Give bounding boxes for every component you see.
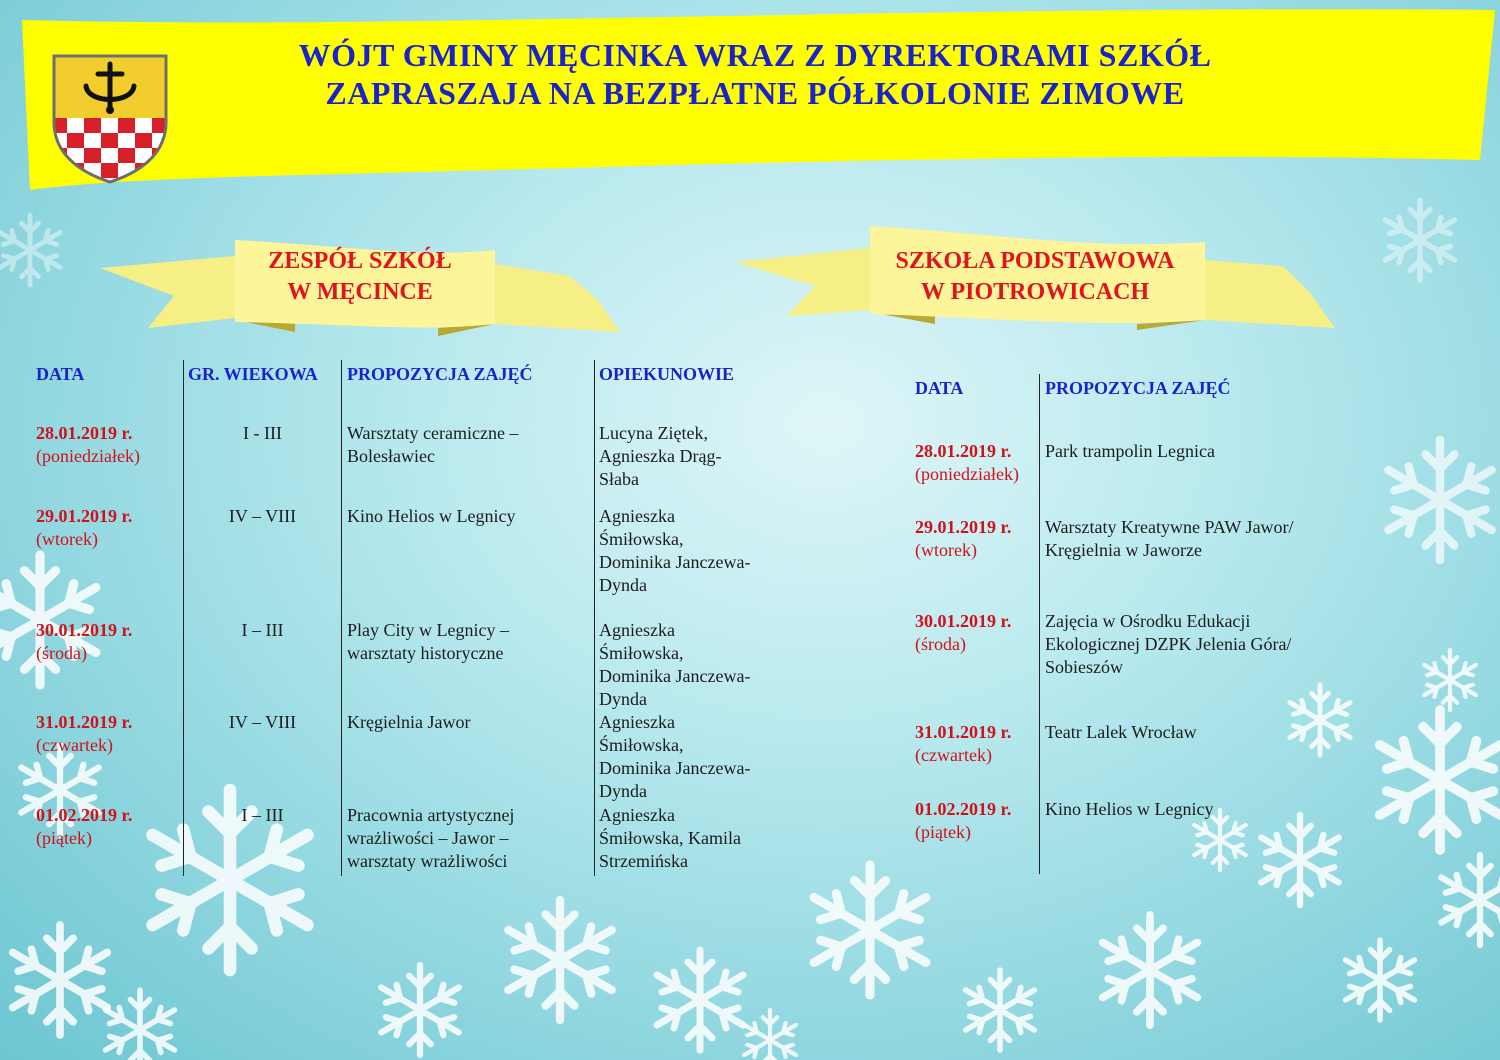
school2-name xyxy=(855,246,1215,308)
activity-line: Warsztaty ceramiczne – xyxy=(347,423,519,443)
guardian-line: Agnieszka xyxy=(599,506,675,526)
activity-line: Zajęcia w Ośrodku Edukacji xyxy=(1045,611,1251,631)
activity-line: Teatr Lalek Wrocław xyxy=(1045,722,1197,742)
activity-line: wrażliwości – Jawor – xyxy=(347,828,509,848)
guardian-line: Lucyna Ziętek, xyxy=(599,423,708,443)
column-divider xyxy=(594,360,595,876)
guardian-line: Dynda xyxy=(599,689,647,709)
guardian-line: Dominika Janczewa- xyxy=(599,666,751,686)
row-activity xyxy=(347,422,518,468)
guardian-line: Śmiłowska, xyxy=(599,529,684,549)
activity-line: Kino Helios w Legnicy xyxy=(347,506,516,526)
activity-line: Warsztaty Kreatywne PAW Jawor/ xyxy=(1045,517,1294,537)
school2-header-date: DATA xyxy=(915,378,964,398)
table-row xyxy=(915,516,1011,562)
school2-name-line-2: W PIOTROWICACH xyxy=(920,279,1150,305)
row-date: 30.01.2019 r. xyxy=(915,611,1012,631)
row-day: (piątek) xyxy=(915,822,971,842)
row-date: 28.01.2019 r. xyxy=(915,441,1012,461)
school1-header-guardians: OPIEKUNOWIE xyxy=(599,364,735,384)
row-day: (czwartek) xyxy=(915,745,992,765)
guardian-line: Śmiłowska, xyxy=(599,735,684,755)
table-row xyxy=(36,505,132,551)
table-row xyxy=(36,422,140,468)
title-line-2: ZAPRASZAJA NA BEZPŁATNE PÓŁKOLONIE ZIMOWE xyxy=(325,75,1185,111)
activity-line: Kręgielnia Jawor xyxy=(347,712,471,732)
activity-line: Pracownia artystycznej xyxy=(347,805,515,825)
row-age-group: I – III xyxy=(241,805,284,825)
row-day: (wtorek) xyxy=(36,529,98,549)
guardian-line: Śmiłowska, xyxy=(599,643,684,663)
school1-header-activity: PROPOZYCJA ZAJĘĆ xyxy=(347,364,533,384)
row-day: (środa) xyxy=(915,634,966,654)
row-activity xyxy=(1045,516,1294,562)
row-date: 31.01.2019 r. xyxy=(36,712,133,732)
table-row xyxy=(915,798,1011,844)
row-age-group: I – III xyxy=(241,620,284,640)
school1-name-line-1: ZESPÓŁ SZKÓŁ xyxy=(268,248,452,274)
row-guardians xyxy=(599,422,721,491)
school2-name-line-1: SZKOŁA PODSTAWOWA xyxy=(895,248,1175,274)
row-age-group: IV – VIII xyxy=(228,712,297,732)
school2-header-activity: PROPOZYCJA ZAJĘĆ xyxy=(1045,378,1231,398)
activity-line: Kręgielnia w Jaworze xyxy=(1045,540,1202,560)
row-guardians xyxy=(599,619,750,711)
row-date: 29.01.2019 r. xyxy=(36,506,133,526)
activity-line: warsztaty wrażliwości xyxy=(347,851,508,871)
row-activity xyxy=(1045,721,1197,744)
activity-line: Kino Helios w Legnicy xyxy=(1045,799,1214,819)
page-title xyxy=(175,36,1335,112)
table-row xyxy=(915,440,1019,486)
row-day: (poniedziałek) xyxy=(915,464,1019,484)
row-day: (piątek) xyxy=(36,828,92,848)
column-divider xyxy=(341,360,342,876)
activity-line: Ekologicznej DZPK Jelenia Góra/ xyxy=(1045,634,1292,654)
school1-header-age-group: GR. WIEKOWA xyxy=(188,364,318,384)
row-activity xyxy=(1045,610,1291,679)
guardian-line: Agnieszka xyxy=(599,620,675,640)
row-activity xyxy=(347,804,514,873)
row-date: 01.02.2019 r. xyxy=(915,799,1012,819)
table-row xyxy=(36,619,132,665)
row-guardians xyxy=(599,505,750,597)
row-age-group: IV – VIII xyxy=(228,506,297,526)
title-line-1: WÓJT GMINY MĘCINKA WRAZ Z DYREKTORAMI SZKÓŁ xyxy=(298,37,1212,73)
activity-line: Park trampolin Legnica xyxy=(1045,441,1215,461)
coat-of-arms-icon xyxy=(50,52,170,184)
guardian-line: Dominika Janczewa- xyxy=(599,758,751,778)
row-date: 01.02.2019 r. xyxy=(36,805,133,825)
school1-name-line-2: W MĘCINCE xyxy=(287,279,433,305)
activity-line: Play City w Legnicy – xyxy=(347,620,509,640)
table-row xyxy=(915,721,1011,767)
row-day: (poniedziałek) xyxy=(36,446,140,466)
row-date: 28.01.2019 r. xyxy=(36,423,133,443)
table-row xyxy=(36,711,132,757)
row-day: (środa) xyxy=(36,643,87,663)
row-activity xyxy=(347,619,509,665)
guardian-line: Dynda xyxy=(599,781,647,801)
row-date: 29.01.2019 r. xyxy=(915,517,1012,537)
guardian-line: Słaba xyxy=(599,469,639,489)
column-divider xyxy=(1039,374,1040,874)
guardian-line: Agnieszka Drąg- xyxy=(599,446,722,466)
row-day: (czwartek) xyxy=(36,735,113,755)
row-activity xyxy=(347,711,470,734)
activity-line: warsztaty historyczne xyxy=(347,643,504,663)
row-guardians xyxy=(599,711,750,803)
guardian-line: Strzemińska xyxy=(599,851,688,871)
guardian-line: Agnieszka xyxy=(599,712,675,732)
school1-header-date: DATA xyxy=(36,364,85,384)
activity-line: Sobieszów xyxy=(1045,657,1123,677)
school1-name xyxy=(210,246,510,308)
table-row xyxy=(36,804,132,850)
row-activity xyxy=(1045,798,1213,821)
guardian-line: Śmiłowska, Kamila xyxy=(599,828,741,848)
guardian-line: Dominika Janczewa- xyxy=(599,552,751,572)
row-guardians xyxy=(599,804,741,873)
guardian-line: Dynda xyxy=(599,575,647,595)
table-row xyxy=(915,610,1011,656)
guardian-line: Agnieszka xyxy=(599,805,675,825)
row-activity xyxy=(347,505,515,528)
row-activity xyxy=(1045,440,1215,463)
row-age-group: I - III xyxy=(243,423,282,443)
activity-line: Bolesławiec xyxy=(347,446,435,466)
row-date: 31.01.2019 r. xyxy=(915,722,1012,742)
row-day: (wtorek) xyxy=(915,540,977,560)
row-date: 30.01.2019 r. xyxy=(36,620,133,640)
